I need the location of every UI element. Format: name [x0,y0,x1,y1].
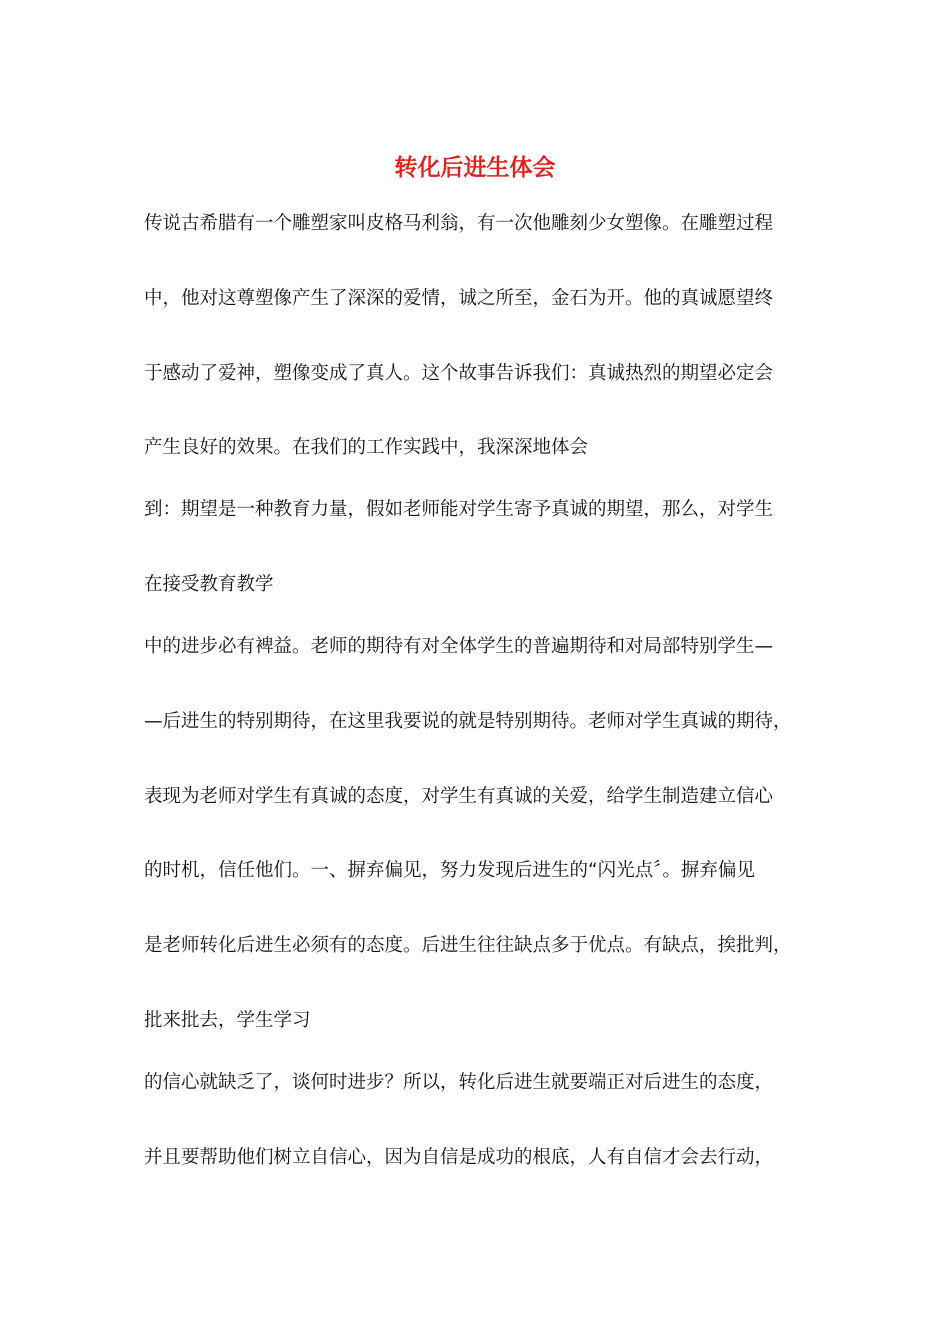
paragraph-line-3: 于感动了爱神，塑像变成了真人。这个故事告诉我们：真诚热烈的期望必定会 [144,363,774,384]
paragraph-line-11: 是老师转化后进生必须有的态度。后进生往往缺点多于优点。有缺点，挨批判， [144,935,792,956]
paragraph-line-4: 产生良好的效果。在我们的工作实践中，我深深地体会 [144,437,589,458]
document-title: 转化后进生体会 [394,154,556,181]
paragraph-line-5: 到：期望是一种教育力量，假如老师能对学生寄予真诚的期望，那么，对学生 [144,499,774,520]
paragraph-line-10: 的时机，信任他们。一、摒弃偏见，努力发现后进生的“闪光点〞。摒弃偏见 [144,860,755,881]
paragraph-line-9: 表现为老师对学生有真诚的态度，对学生有真诚的关爱，给学生制造建立信心 [144,786,774,807]
paragraph-line-13: 的信心就缺乏了，谈何时进步？所以，转化后进生就要端正对后进生的态度， [144,1072,774,1093]
paragraph-line-7: 中的进步必有裨益。老师的期待有对全体学生的普遍期待和对局部特别学生— [144,636,774,657]
paragraph-line-12: 批来批去，学生学习 [144,1010,311,1031]
paragraph-line-6: 在接受教育教学 [144,574,274,595]
paragraph-line-2: 中，他对这尊塑像产生了深深的爱情，诚之所至，金石为开。他的真诚愿望终 [144,288,774,309]
paragraph-line-8: —后进生的特别期待，在这里我要说的就是特别期待。老师对学生真诚的期待， [144,711,792,732]
paragraph-line-14: 并且要帮助他们树立自信心，因为自信是成功的根底，人有自信才会去行动， [144,1147,774,1168]
paragraph-line-1: 传说古希腊有一个雕塑家叫皮格马利翁，有一次他雕刻少女塑像。在雕塑过程 [144,213,774,234]
